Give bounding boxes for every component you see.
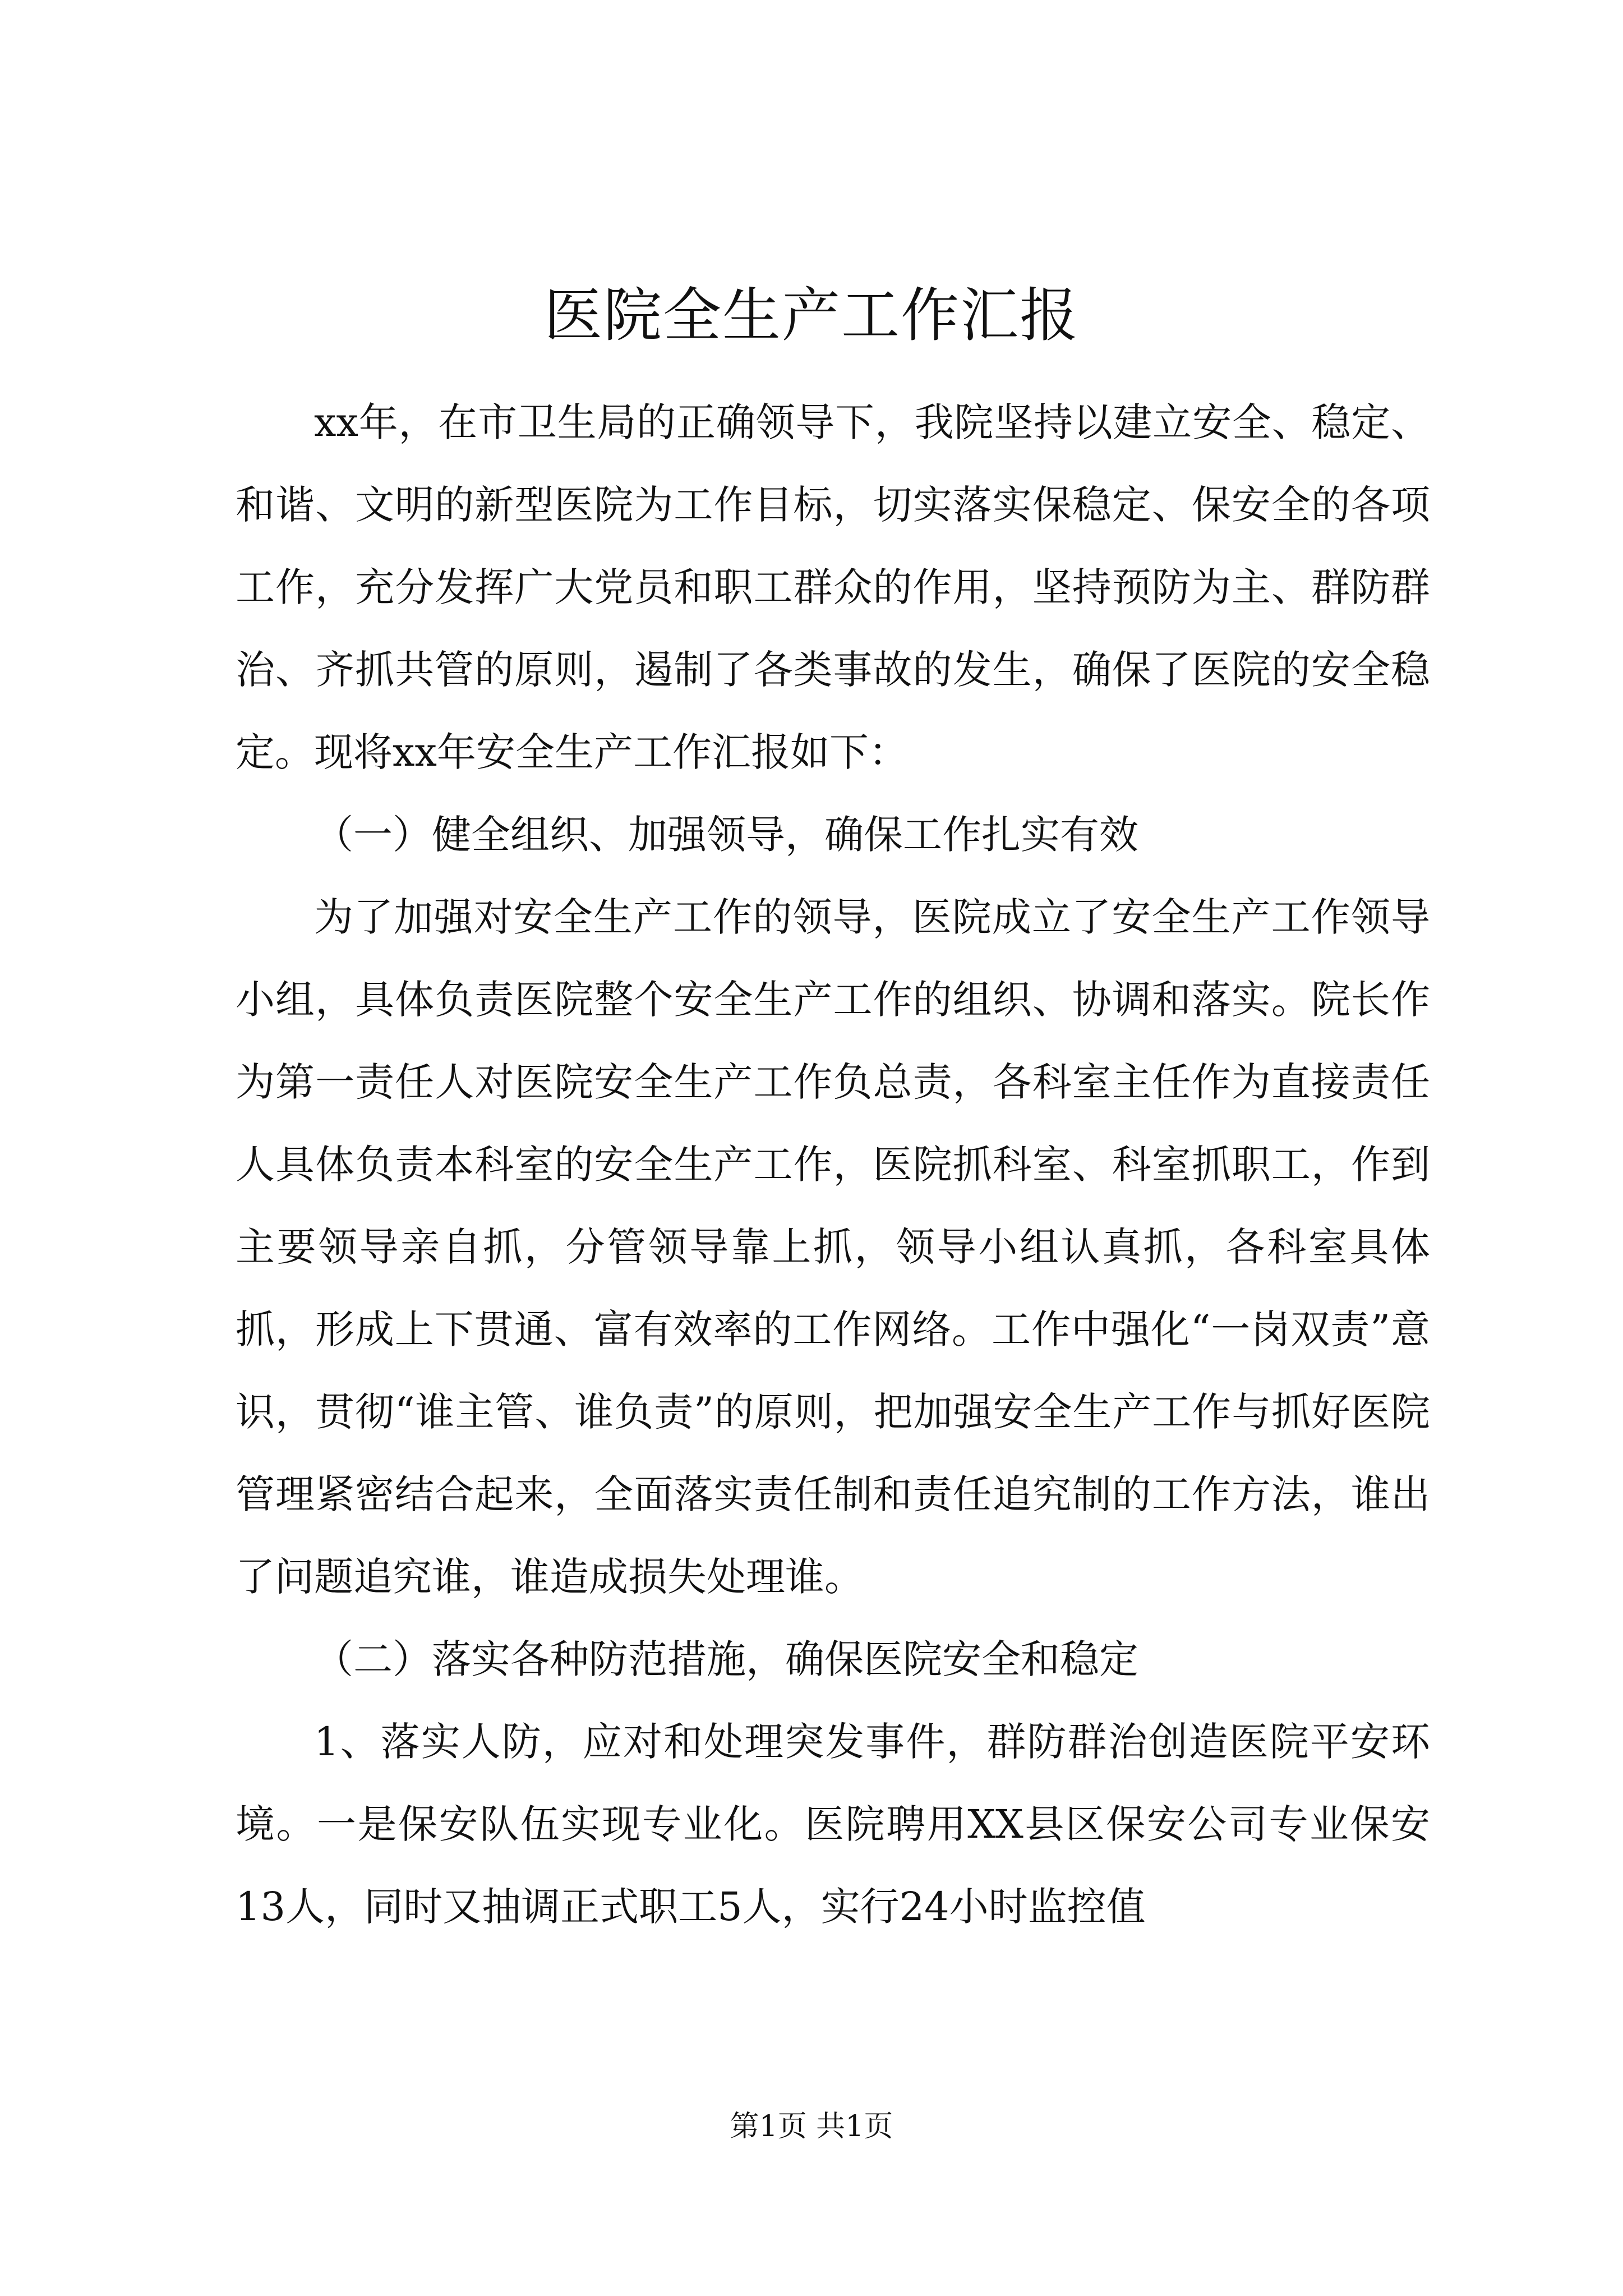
page-footer: 第1页 共1页 <box>730 2110 893 2143</box>
section-heading-2: （二）落实各种防范措施，确保医院安全和稳定 <box>314 1636 1138 1682</box>
section-heading-1: （一）健全组织、加强领导，确保工作扎实有效 <box>314 812 1138 858</box>
paragraph-organization: 为了加强对安全生产工作的领导，医院成立了安全生产工作领导小组，具体负责医院整个安全生产工作的组织、协调和落实。院长作为第一责任人对医院安全生产工作负总责，各科室主任作为直接责任人具体负责本科室的安全生产工作，医院抓科室、科室抓职工，作到主要领导亲自抓，分管领导靠上抓，领导小组认真抓，各科室具体抓，形成上下贯通、富有效率的工作网络。工作中强化“一岗双责”意识，贯彻“谁主管、谁负责”的原则，把加强安全生产工作与抓好医院管理紧密结合起来，全面落实责任制和责任追究制的工作方法，谁出了问题追究谁，谁造成损失处理谁。 <box>236 894 1430 1600</box>
paragraph-security-measures: 1、落实人防，应对和处理突发事件，群防群治创造医院平安环境。一是保安队伍实现专业化。医院聘用XX县区保安公司专业保安13人，同时又抽调正式职工5人，实行24小时监控值 <box>236 1719 1430 1930</box>
paragraph-intro: xx年，在市卫生局的正确领导下，我院坚持以建立安全、稳定、和谐、文明的新型医院为工作目标，切实落实保稳定、保安全的各项工作，充分发挥广大党员和职工群众的作用，坚持预防为主、群防群治、齐抓共管的原则，遏制了各类事故的发生，确保了医院的安全稳定。现将xx年安全生产工作汇报如下： <box>236 399 1430 775</box>
document-body <box>236 381 1430 1948</box>
document-title: 医院全生产工作汇报 <box>543 281 1079 349</box>
